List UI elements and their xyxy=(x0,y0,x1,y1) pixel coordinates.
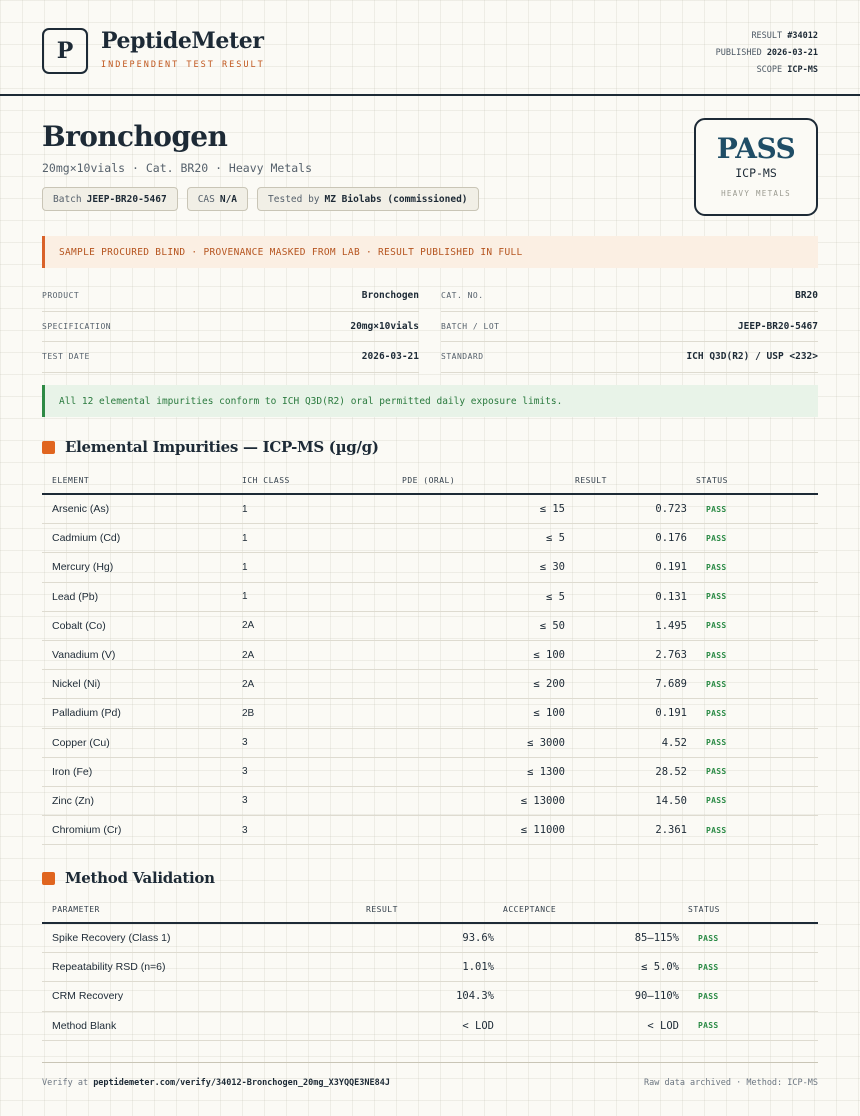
product-title: Bronchogen xyxy=(42,120,228,153)
status-badge: PASS xyxy=(706,650,727,660)
result-cell: 1.01% xyxy=(462,961,494,974)
class-cell: 1 xyxy=(242,503,248,515)
status-badge: PASS xyxy=(706,796,727,806)
info-value: 20mg×10vials xyxy=(350,320,419,332)
element-cell: Iron (Fe) xyxy=(52,765,93,778)
column-header: RESULT xyxy=(366,904,398,914)
status-badge: PASS xyxy=(706,738,727,748)
section-title: Method Validation xyxy=(65,869,215,887)
pde-cell: ≤ 200 xyxy=(533,678,565,691)
result-cell: 93.6% xyxy=(462,932,494,945)
info-grid xyxy=(42,281,818,373)
pde-cell: ≤ 100 xyxy=(533,649,565,662)
stamp-note: HEAVY METALS xyxy=(721,189,791,198)
info-label: PRODUCT xyxy=(42,291,80,301)
element-cell: Arsenic (As) xyxy=(52,503,110,516)
element-cell: Lead (Pb) xyxy=(52,590,99,603)
status-badge: PASS xyxy=(706,708,727,718)
status-badge: PASS xyxy=(698,991,719,1001)
status-badge: PASS xyxy=(706,592,727,602)
table-header xyxy=(42,896,818,924)
table-row xyxy=(42,758,818,787)
impurities-heading xyxy=(42,438,379,456)
status-badge: PASS xyxy=(698,933,719,943)
class-cell: 3 xyxy=(242,737,248,749)
table-row xyxy=(42,524,818,553)
result-cell: 0.191 xyxy=(655,707,687,720)
status-badge: PASS xyxy=(706,767,727,777)
class-cell: 2B xyxy=(242,707,255,719)
info-label: BATCH / LOT xyxy=(441,321,500,331)
element-cell: Mercury (Hg) xyxy=(52,561,114,574)
parameter-cell: Spike Recovery (Class 1) xyxy=(52,932,171,945)
table-row xyxy=(42,924,818,953)
parameter-cell: Method Blank xyxy=(52,1019,117,1032)
info-value: ICH Q3D(R2) / USP <232> xyxy=(686,351,818,363)
result-cell: 1.495 xyxy=(655,619,687,632)
column-header: PDE (ORAL) xyxy=(402,475,456,485)
result-cell: 28.52 xyxy=(655,765,687,778)
class-cell: 3 xyxy=(242,795,248,807)
product-chips xyxy=(42,187,479,211)
pde-cell: ≤ 13000 xyxy=(520,794,565,807)
result-cell: 104.3% xyxy=(456,990,494,1003)
status-badge: PASS xyxy=(706,621,727,631)
tested-by-chip: Tested by MZ Biolabs (commissioned) xyxy=(257,187,478,211)
element-cell: Cadmium (Cd) xyxy=(52,532,121,545)
status-badge: PASS xyxy=(706,504,727,514)
result-cell: 0.723 xyxy=(655,503,687,516)
info-value: Bronchogen xyxy=(361,290,419,302)
info-label: SPECIFICATION xyxy=(42,321,112,331)
batch-chip: Batch JEEP-BR20-5467 xyxy=(42,187,178,211)
status-badge: PASS xyxy=(706,679,727,689)
class-cell: 2A xyxy=(242,620,255,632)
table-row xyxy=(42,612,818,641)
element-cell: Copper (Cu) xyxy=(52,736,110,749)
result-cell: 0.191 xyxy=(655,561,687,574)
pde-cell: ≤ 50 xyxy=(539,619,565,632)
pde-cell: ≤ 3000 xyxy=(527,736,565,749)
element-cell: Vanadium (V) xyxy=(52,649,116,662)
info-value: JEEP-BR20-5467 xyxy=(737,320,818,332)
status-badge: PASS xyxy=(698,962,719,972)
pde-cell: ≤ 5 xyxy=(546,590,565,603)
brand-name: PeptideMeter xyxy=(101,28,264,54)
info-value: BR20 xyxy=(795,290,818,302)
scope: SCOPE ICP-MS xyxy=(756,65,818,75)
column-header: STATUS xyxy=(688,904,720,914)
info-row xyxy=(42,312,818,343)
result-id: RESULT #34012 xyxy=(751,31,818,41)
class-cell: 2A xyxy=(242,678,255,690)
impurities-table xyxy=(42,467,818,845)
acceptance-cell: < LOD xyxy=(647,1019,679,1032)
pde-cell: ≤ 5 xyxy=(546,532,565,545)
section-title: Elemental Impurities — ICP-MS (µg/g) xyxy=(65,438,379,456)
table-row xyxy=(42,670,818,699)
info-value: 2026-03-21 xyxy=(361,351,419,363)
parameter-cell: CRM Recovery xyxy=(52,990,124,1003)
validation-table xyxy=(42,896,818,1041)
class-cell: 1 xyxy=(242,591,248,603)
verify-line: Verify at peptidemeter.com/verify/34012-Bronchogen_20mg_X3YQQE3NE84J xyxy=(42,1078,390,1088)
class-cell: 1 xyxy=(242,561,248,573)
pde-cell: ≤ 30 xyxy=(539,561,565,574)
table-body xyxy=(42,495,818,845)
class-cell: 3 xyxy=(242,824,248,836)
element-cell: Cobalt (Co) xyxy=(52,619,106,632)
table-row xyxy=(42,816,818,845)
table-row xyxy=(42,982,818,1011)
acceptance-cell: 85–115% xyxy=(634,932,679,945)
result-cell: 14.50 xyxy=(655,794,687,807)
footer-note: Raw data archived · Method: ICP-MS xyxy=(644,1078,818,1088)
info-row xyxy=(42,281,818,312)
class-cell: 1 xyxy=(242,532,248,544)
element-cell: Palladium (Pd) xyxy=(52,707,121,720)
verify-link[interactable]: peptidemeter.com/verify/34012-Bronchogen_20mg_X3YQQE3NE84J xyxy=(93,1078,390,1088)
info-row xyxy=(42,342,818,373)
validation-heading xyxy=(42,869,215,887)
table-row xyxy=(42,495,818,524)
pde-cell: ≤ 100 xyxy=(533,707,565,720)
class-cell: 3 xyxy=(242,766,248,778)
table-row xyxy=(42,699,818,728)
status-badge: PASS xyxy=(706,533,727,543)
result-cell: 0.131 xyxy=(655,590,687,603)
cas-chip: CAS N/A xyxy=(187,187,248,211)
conformity-notice: All 12 elemental impurities conform to ICH Q3D(R2) oral permitted daily exposure limits. xyxy=(42,385,818,417)
class-cell: 2A xyxy=(242,649,255,661)
report-header xyxy=(0,0,860,96)
column-header: STATUS xyxy=(696,475,728,485)
info-label: STANDARD xyxy=(441,352,484,362)
element-cell: Chromium (Cr) xyxy=(52,824,122,837)
result-cell: < LOD xyxy=(462,1019,494,1032)
element-cell: Nickel (Ni) xyxy=(52,678,101,691)
report-meta xyxy=(716,28,818,79)
product-subtitle: 20mg×10vials · Cat. BR20 · Heavy Metals xyxy=(42,161,313,175)
published-date: PUBLISHED 2026-03-21 xyxy=(715,48,818,58)
table-body xyxy=(42,924,818,1041)
status-badge: PASS xyxy=(706,562,727,572)
brand-subtitle: INDEPENDENT TEST RESULT xyxy=(101,60,265,70)
info-label: CAT. NO. xyxy=(441,291,484,301)
pde-cell: ≤ 11000 xyxy=(520,824,565,837)
table-row xyxy=(42,1012,818,1041)
result-cell: 2.361 xyxy=(655,824,687,837)
info-label: TEST DATE xyxy=(42,352,90,362)
parameter-cell: Repeatability RSD (n=6) xyxy=(52,961,166,974)
status-badge: PASS xyxy=(698,1021,719,1031)
pde-cell: ≤ 15 xyxy=(539,503,565,516)
column-header: PARAMETER xyxy=(52,904,100,914)
stamp-method: ICP-MS xyxy=(735,166,777,180)
report-footer xyxy=(42,1062,818,1088)
result-cell: 7.689 xyxy=(655,678,687,691)
acceptance-cell: 90–110% xyxy=(634,990,679,1003)
column-header: RESULT xyxy=(575,475,607,485)
column-header: ELEMENT xyxy=(52,475,90,485)
table-row xyxy=(42,553,818,582)
result-cell: 2.763 xyxy=(655,649,687,662)
table-header xyxy=(42,467,818,495)
table-row xyxy=(42,787,818,816)
status-badge: PASS xyxy=(706,825,727,835)
column-header: ACCEPTANCE xyxy=(503,904,557,914)
logo-mark: P xyxy=(42,28,88,74)
section-marker-icon xyxy=(42,441,55,454)
pde-cell: ≤ 1300 xyxy=(527,765,565,778)
section-marker-icon xyxy=(42,872,55,885)
stamp-verdict: PASS xyxy=(716,132,796,165)
acceptance-cell: ≤ 5.0% xyxy=(641,961,679,974)
table-row xyxy=(42,641,818,670)
procurement-notice: SAMPLE PROCURED BLIND · PROVENANCE MASKED FROM LAB · RESULT PUBLISHED IN FULL xyxy=(42,236,818,268)
pass-stamp xyxy=(694,118,818,216)
table-row xyxy=(42,729,818,758)
result-cell: 0.176 xyxy=(655,532,687,545)
table-row xyxy=(42,583,818,612)
column-header: ICH CLASS xyxy=(242,475,290,485)
element-cell: Zinc (Zn) xyxy=(52,794,94,807)
table-row xyxy=(42,953,818,982)
result-cell: 4.52 xyxy=(661,736,687,749)
